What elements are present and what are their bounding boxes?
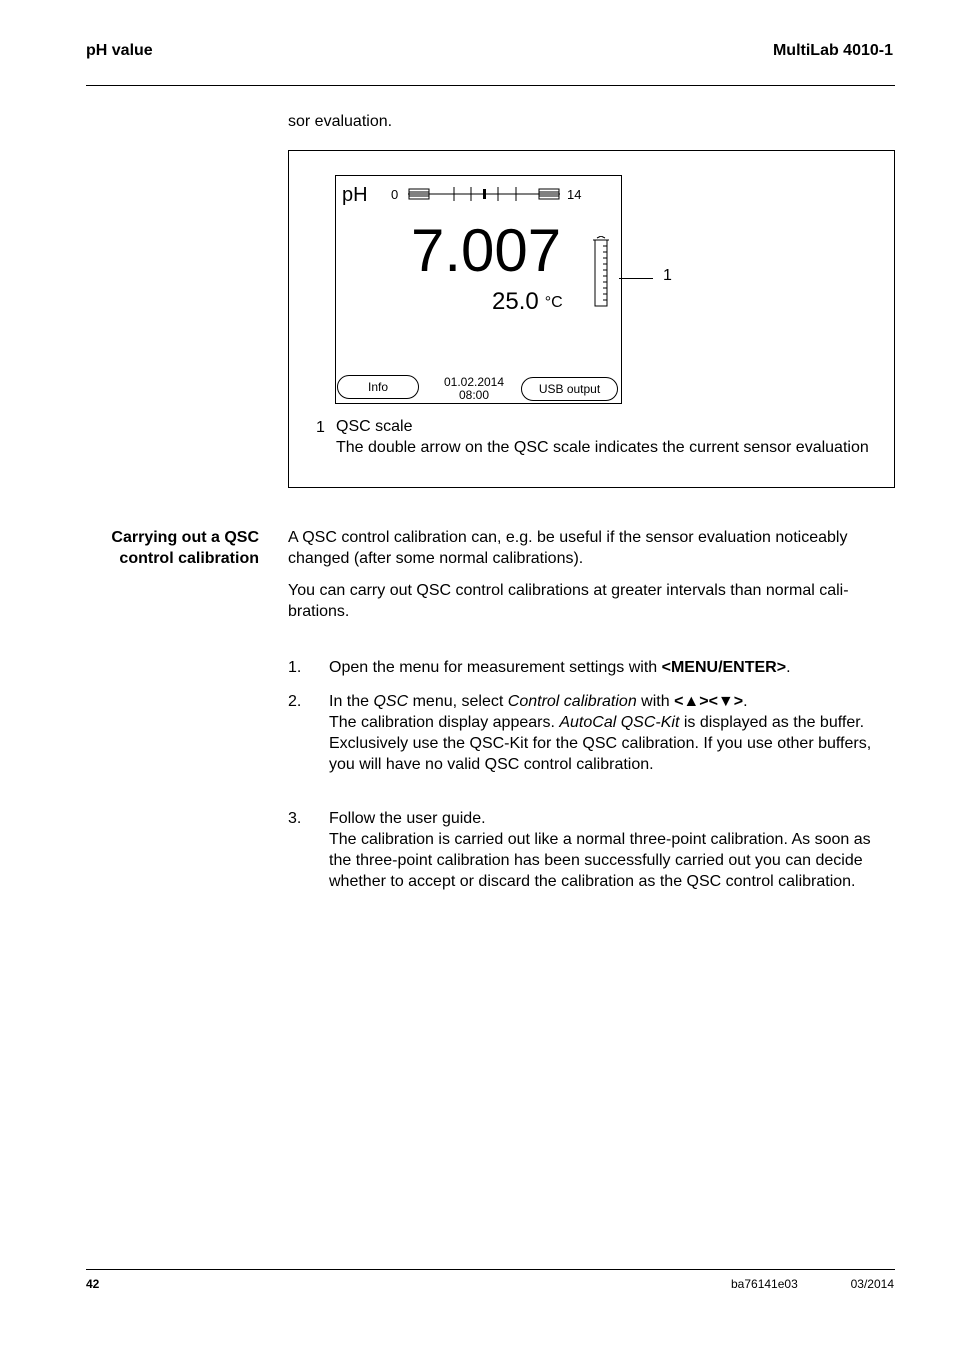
scale-end-left — [409, 189, 429, 199]
screen-parameter: pH — [342, 184, 368, 206]
step-1-post: . — [786, 659, 791, 676]
control-calibration-item: Control calibration — [507, 693, 637, 710]
scale-end-right — [539, 189, 559, 199]
step-2-mid: menu, select — [408, 693, 508, 710]
section-heading — [86, 527, 259, 569]
figure-box — [288, 150, 895, 488]
footer-rule — [86, 1269, 895, 1270]
running-header-section: pH value — [86, 42, 153, 59]
qsc-menu-name: QSC — [373, 693, 409, 710]
section-heading-line2: control calibration — [119, 550, 259, 567]
legend-text — [336, 417, 876, 458]
temperature-value: 25.0 — [492, 288, 539, 315]
step-3-text — [329, 808, 877, 892]
scale-indicator — [483, 189, 486, 199]
temperature-unit: °C — [544, 294, 563, 311]
step-2-line2-post: is displayed as the buffer. — [679, 714, 865, 731]
screen-date: 01.02.2014 — [443, 375, 505, 389]
step-2-post: . — [743, 693, 748, 710]
step-2-with: with — [636, 693, 675, 710]
page-number: 42 — [86, 1277, 100, 1291]
step-1-text — [329, 657, 895, 678]
menu-enter-key: <MENU/ENTER> — [661, 659, 787, 676]
intro-fragment: sor evaluation. — [288, 113, 393, 130]
callout-line — [619, 278, 653, 279]
measured-value: 7.007 — [411, 217, 562, 284]
step-2-line3: Exclusively use the QSC-Kit for the QSC calibration. If you use other buffers, you will have no valid QSC control calibration. — [329, 735, 872, 773]
qsc-scale-icon — [592, 236, 610, 308]
step-1-pre: Open the menu for measurement settings with — [329, 659, 662, 676]
step-3-line1: Follow the user guide. — [329, 810, 486, 827]
scale-max-label: 14 — [567, 187, 582, 202]
section-heading-line1: Carrying out a QSC — [111, 529, 259, 546]
temperature-readout — [492, 288, 563, 316]
step-3-line2: The calibration is carried out like a normal three-point calibration. As soon as the three-point calibration has been successfully carried out you can decide whether to accept or discard the calibration as the QSC control calibration. — [329, 831, 871, 890]
arrow-keys: <▲><▼> — [674, 693, 744, 710]
document-date: 03/2014 — [850, 1277, 894, 1291]
date-time — [436, 376, 512, 402]
legend-number: 1 — [316, 419, 325, 436]
callout-number: 1 — [663, 267, 672, 284]
scale-min-label: 0 — [391, 187, 399, 202]
step-2-text — [329, 691, 895, 775]
softkey-usb-output: USB output — [521, 377, 618, 401]
document-id: ba76141e03 — [731, 1277, 798, 1291]
section-paragraph-1: A QSC control calibration can, e.g. be useful if the sensor evaluation noticeably changed (after some normal calibrations). — [288, 529, 848, 567]
header-rule — [86, 85, 895, 86]
step-1-number: 1. — [288, 659, 302, 676]
softkey-info: Info — [337, 375, 419, 399]
step-2-line2 — [329, 712, 895, 733]
ph-scale-bar — [406, 185, 562, 203]
step-2-pre: In the — [329, 693, 374, 710]
running-header-product: MultiLab 4010-1 — [772, 42, 893, 59]
step-2-line1 — [329, 691, 895, 712]
autocal-kit-name: AutoCal QSC-Kit — [559, 714, 680, 731]
screen-time: 08:00 — [458, 388, 490, 402]
step-2-line2-pre: The calibration display appears. — [329, 714, 560, 731]
legend-description: The double arrow on the QSC scale indicates the current sensor evaluation — [336, 438, 869, 456]
step-3-number: 3. — [288, 810, 302, 827]
legend-title: QSC scale — [336, 418, 413, 435]
step-2-number: 2. — [288, 693, 302, 710]
meter-screen — [335, 175, 622, 404]
section-paragraph-2: You can carry out QSC control calibrations at greater intervals than normal cali-brations. — [288, 582, 849, 620]
